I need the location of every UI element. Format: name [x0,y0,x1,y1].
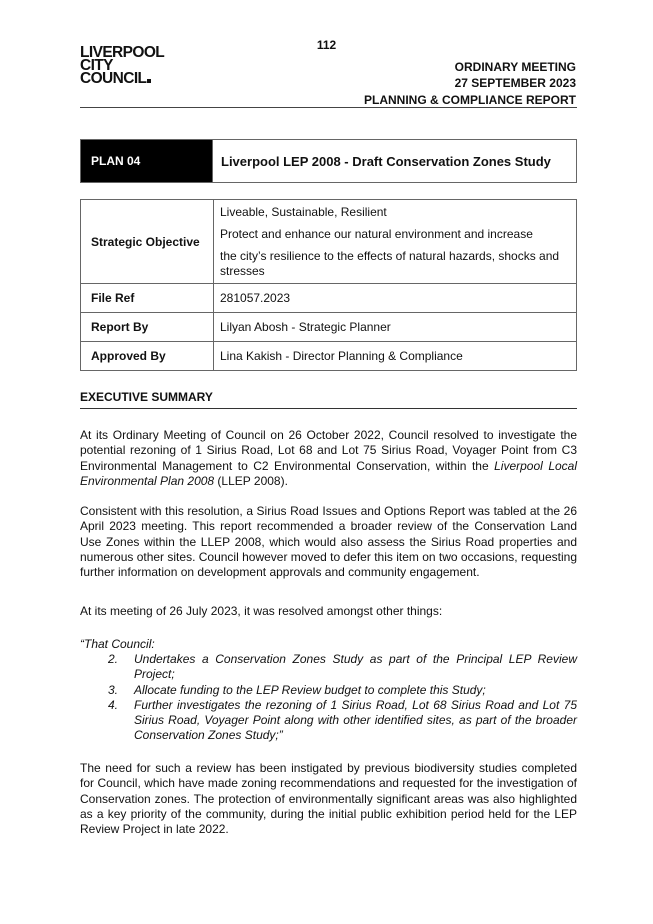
objective-line: Protect and enhance our natural environment and increase [220,227,533,241]
council-logo [80,46,180,85]
report-details-table [80,199,577,371]
list-item [108,698,577,744]
report-name: PLANNING & COMPLIANCE REPORT [363,93,576,107]
paragraph-text: At its Ordinary Meeting of Council on 26 October 2022, Council resolved to investigate the potential rezoning of 1 Sirius Road, Lot 68 and Lot 75 Sirius Road, Voyager Point from C3 Environmental Management to C2 Environmental Conservation, within the [80,428,577,473]
list-text: Allocate funding to the LEP Review budget to complete this Study; [134,682,486,697]
logo-dot-icon [147,79,151,83]
strategic-objective-label: Strategic Objective [81,200,214,284]
list-number: 3. [108,682,119,697]
meeting-header [364,60,576,109]
list-text: Undertakes a Conservation Zones Study as part of the Principal LEP Review Project; [134,652,577,682]
meeting-date: 27 SEPTEMBER 2023 [454,75,576,90]
file-ref-value: 281057.2023 [214,284,577,313]
file-ref-label: File Ref [81,284,214,313]
resolution-list [108,652,577,744]
list-number: 2. [108,652,119,666]
plan-name-italic: Liverpool Local Environmental Plan 2008 [80,458,577,488]
logo-line-3: COUNCIL [80,70,147,87]
list-item [108,652,577,683]
approved-by-value: Lina Kakish - Director Planning & Compliance [214,342,577,371]
list-number: 4. [108,697,119,712]
plan-title-table [80,139,577,183]
header-divider [80,107,577,108]
page-number: 112 [316,38,337,52]
paragraph-text-end: (LLEP 2008). [214,473,288,488]
resolution-intro: “That Council: [80,637,155,651]
approved-by-label: Approved By [81,342,214,371]
executive-summary-heading: EXECUTIVE SUMMARY [80,390,213,404]
strategic-objective-value [214,200,577,284]
summary-paragraph-3: At its meeting of 26 July 2023, it was resolved amongst other things: [80,604,443,618]
logo-line-1: LIVERPOOL [80,44,165,61]
objective-line: Liveable, Sustainable, Resilient [220,205,387,219]
summary-paragraph-2: Consistent with this resolution, a Sirius Road Issues and Options Report was tabled at the 26 April 2023 meeting. This report recommended a broader review of the Conservation Land Use Zones within the LLEP 2008, which would also assess the Sirius Road properties and numerous other sites. Council however moved to defer this item on two occasions, requesting further information on development approvals and community engagement. [80,504,577,580]
plan-title: Liverpool LEP 2008 - Draft Conservation Zones Study [213,140,577,183]
list-item [108,683,577,698]
list-text: Further investigates the rezoning of 1 Sirius Road, Lot 68 Sirius Road and Lot 75 Sirius Road, Voyager Point along with other identified sites, as part of the broader Conservation Zones Study;” [134,697,577,743]
plan-label: PLAN 04 [81,140,213,183]
logo-line-2: CITY [80,57,113,74]
objective-line: the city’s resilience to the effects of natural hazards, shocks and stresses [220,249,560,278]
summary-paragraph-4: The need for such a review has been instigated by previous biodiversity studies completed for Council, which have made zoning recommendations and requested for the investigation of Conservation zones. The protection of environmentally significant areas was also highlighted as a key priority of the community, during the initial public exhibition period held for the LEP Review Project in late 2022. [80,761,577,837]
report-by-value: Lilyan Abosh - Strategic Planner [214,313,577,342]
report-by-label: Report By [81,313,214,342]
meeting-type: ORDINARY MEETING [454,60,576,74]
summary-paragraph-1 [80,428,577,489]
section-divider [80,408,577,409]
